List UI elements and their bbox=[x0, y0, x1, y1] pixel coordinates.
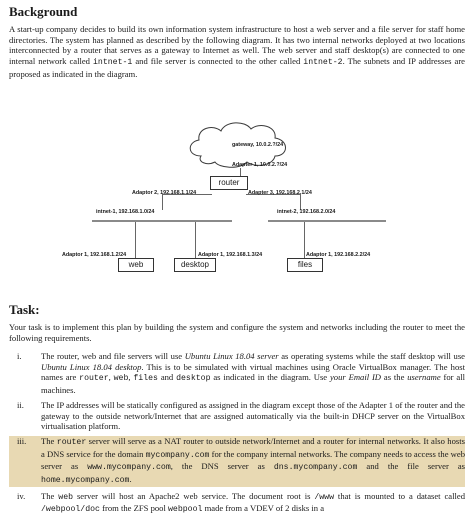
files-adapter-label: Adaptor 1, 192.168.2.2/24 bbox=[306, 252, 371, 258]
requirements-list bbox=[9, 351, 465, 520]
task-heading: Task: bbox=[9, 302, 40, 317]
desktop-drop-line bbox=[195, 222, 196, 258]
intnet-2-segment bbox=[268, 220, 386, 222]
intnet-1-segment bbox=[92, 220, 232, 222]
files-drop-line bbox=[304, 222, 305, 258]
desktop-box: desktop bbox=[174, 258, 216, 272]
desktop-adapter-label: Adaptor 1, 192.168.1.3/24 bbox=[198, 252, 263, 258]
web-drop-line bbox=[135, 222, 136, 258]
router-adapter2-label: Adaptor 2, 192.168.1.1/24 bbox=[132, 190, 197, 196]
router-adapter3-label: Adapter 3, 192.168.2.1/24 bbox=[248, 190, 312, 196]
requirement-item-4: iv. The web server will host an Apache2 web service. The document root is /www that is mounted to a dataset called /webpool/doc from the ZFS pool webpool made from a VDEV of 2 disks in a bbox=[17, 490, 465, 515]
intnet-2-code: intnet-2 bbox=[303, 58, 343, 68]
router-adapter1-label: Adapter 1, 10.0.2.?/24 bbox=[232, 162, 288, 168]
web-adapter-label: Adaptor 1, 192.168.1.2/24 bbox=[62, 252, 127, 258]
requirement-item-2: ii. The IP addresses will be statically configured as assigned in the diagram except those of the Adapter 1 of the router and the gateway to the outside network/Internet that are assigned automatically via the built-in DHCP server on the VirtualBox virtualisation platform. bbox=[17, 399, 465, 432]
router-left-drop bbox=[162, 194, 163, 210]
network-diagram bbox=[0, 110, 474, 280]
intnet-2-label: intnet-2, 192.168.2.0/24 bbox=[277, 209, 336, 215]
intnet-1-label: intnet-1, 192.168.1.0/24 bbox=[96, 209, 155, 215]
web-box: web bbox=[118, 258, 154, 272]
files-box: files bbox=[287, 258, 323, 272]
task-intro: Your task is to implement this plan by building the system and configure the system and networks including the router to meet the following requirements. bbox=[9, 322, 465, 343]
requirement-item-3-highlighted: iii. The router server will serve as a NAT router to outside network/Internet and a router for internal networks. It also hosts a DNS service for the domain mycompany.com for the company internal networks. The company needs to access the web server as www.mycompany.com, the DNS server as dns.mycompany.com and the file server as home.mycompany.com. bbox=[9, 436, 465, 487]
intnet-1-code: intnet-1 bbox=[93, 58, 133, 68]
background-paragraph: A start-up company decides to build its own information system infrastructure to host a web server and a file server for staff home directories. The system has planned as described by the following diagram. It has two internal networks deployed at two locations interconnected by a router that serves as a gateway to Internet as well. The web server and staff desktop(s) are connected to one internal network called intnet-1 and file server is connected to the other called intnet-2. The subnets and IP addresses are proposed as indicated in the diagram. bbox=[9, 24, 465, 79]
requirement-item-1: i. The router, web and file servers will use Ubuntu Linux 18.04 server as operating systems while the staff desktop will use Ubuntu Linux 18.04 desktop. This is to be simulated with virtual machines using Oracle VirtualBox manager. The host names are router, web, files and desktop as indicated in the diagram. Use your Email ID as the username for all machines. bbox=[17, 351, 466, 396]
router-right-drop bbox=[300, 194, 301, 210]
router-box: router bbox=[210, 176, 248, 190]
gateway-label: gateway, 10.0.2.?/24 bbox=[232, 142, 284, 148]
background-heading: Background bbox=[9, 4, 78, 19]
